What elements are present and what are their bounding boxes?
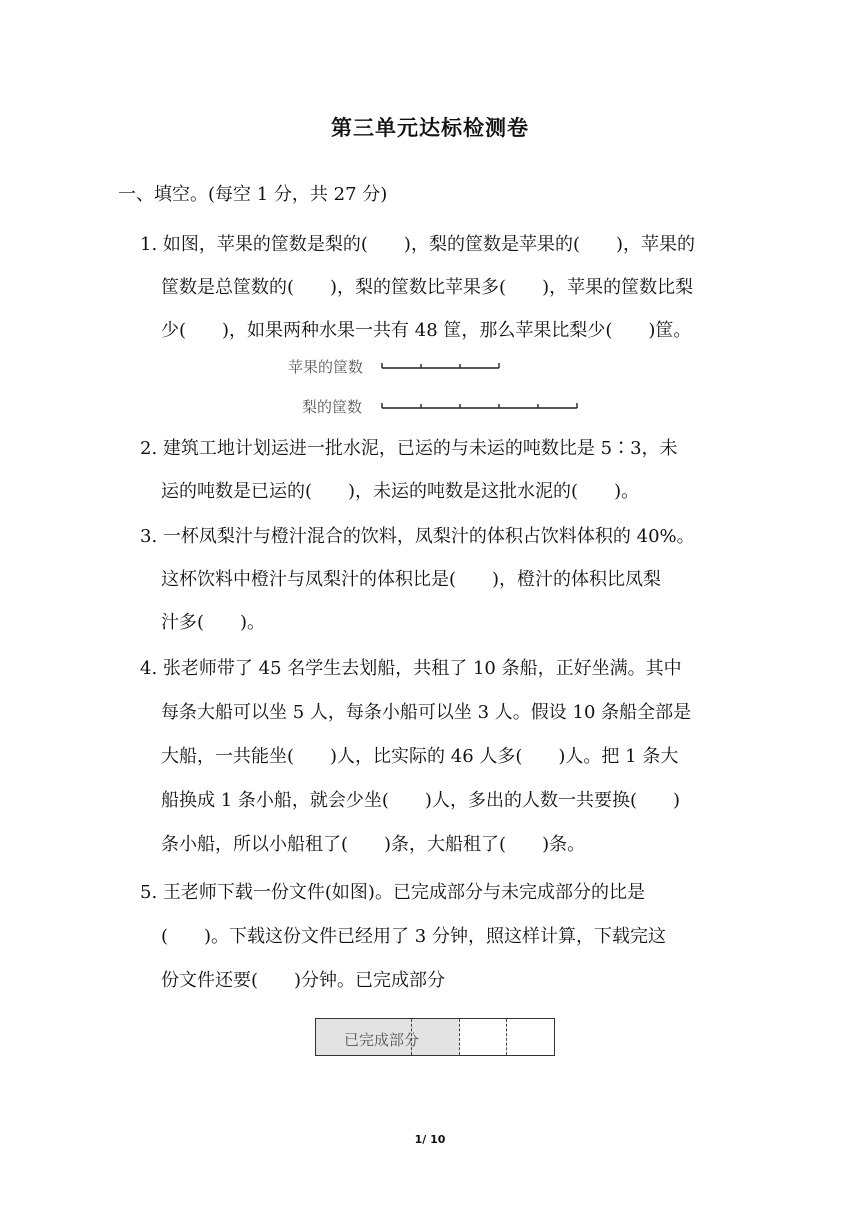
question-3-line-3: 汁多( )。: [161, 612, 266, 633]
question-4-line-3: 大船，一共能坐( )人，比实际的 46 人多( )人。把 1 条大: [161, 746, 679, 767]
page-number: 1/ 10: [414, 1133, 446, 1146]
pear-baskets-label: 梨的筐数: [302, 398, 363, 416]
question-2-line-1: 2. 建筑工地计划运进一批水泥，已运的与未运的吨数比是 5∶3，未: [140, 438, 678, 459]
completed-portion-label: 已完成部分: [344, 1031, 420, 1049]
download-progress-bar: [315, 1018, 555, 1056]
apple-baskets-label: 苹果的筐数: [288, 358, 364, 376]
question-4-line-2: 每条大船可以坐 5 人，每条小船可以坐 3 人。假设 10 条船全部是: [161, 702, 692, 723]
pear-segment-bar: [382, 403, 577, 408]
section-heading: 一、填空。(每空 1 分，共 27 分): [118, 184, 388, 205]
part-divider: [506, 1019, 507, 1055]
question-5-line-3: 份文件还要( )分钟。已完成部分: [161, 970, 446, 991]
question-2-line-2: 运的吨数是已运的( )，未运的吨数是这批水泥的( )。: [161, 481, 640, 502]
question-5-line-2: ( )。下载这份文件已经用了 3 分钟，照这样计算，下载完这: [161, 926, 666, 947]
question-1-line-3: 少( )，如果两种水果一共有 48 筐，那么苹果比梨少( )筐。: [161, 320, 692, 341]
question-3-line-2: 这杯饮料中橙汁与凤梨汁的体积比是( )，橙汁的体积比凤梨: [161, 569, 662, 590]
segment-diagram: [376, 356, 596, 416]
question-1-line-2: 筐数是总筐数的( )，梨的筐数比苹果多( )，苹果的筐数比梨: [161, 277, 694, 298]
question-4-line-5: 条小船，所以小船租了( )条，大船租了( )条。: [161, 834, 586, 855]
part-divider: [459, 1019, 460, 1055]
question-4-line-4: 船换成 1 条小船，就会少坐( )人，多出的人数一共要换( ): [161, 790, 680, 811]
page-title: 第三单元达标检测卷: [331, 116, 529, 140]
question-3-line-1: 3. 一杯凤梨汁与橙汁混合的饮料，凤梨汁的体积占饮料体积的 40%。: [140, 526, 695, 547]
apple-segment-bar: [382, 363, 499, 368]
question-5-line-1: 5. 王老师下载一份文件(如图)。已完成部分与未完成部分的比是: [140, 882, 645, 903]
question-4-line-1: 4. 张老师带了 45 名学生去划船，共租了 10 条船，正好坐满。其中: [140, 658, 682, 679]
question-1-line-1: 1. 如图，苹果的筐数是梨的( )，梨的筐数是苹果的( )，苹果的: [140, 234, 695, 255]
part-divider: [411, 1019, 412, 1055]
